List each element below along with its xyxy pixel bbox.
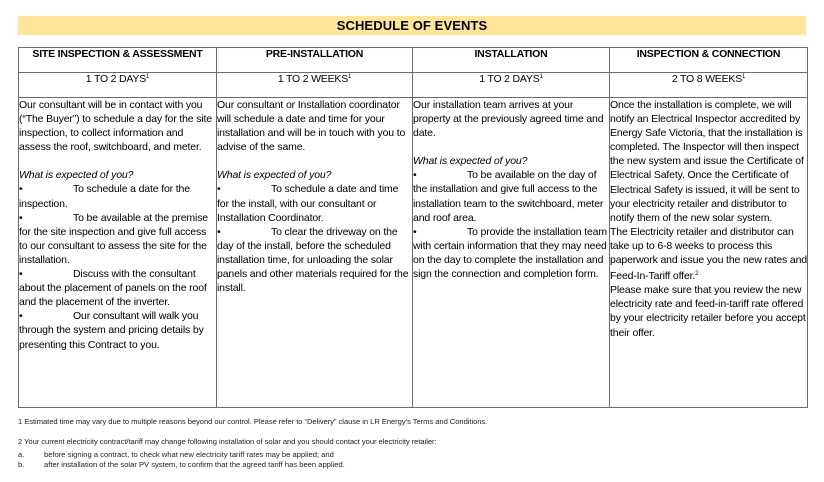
bullet-icon: • <box>217 183 221 196</box>
expected-heading: What is expected of you? <box>19 169 134 182</box>
bullet-icon: • <box>413 169 417 182</box>
bullet-text: Discuss with the consultant about the placement of panels on the roof and the placement of the inverter. <box>19 268 207 309</box>
list-text: after installation of the solar PV system, to confirm that the agreed tariff has been applied. <box>44 460 345 469</box>
bullet-item <box>19 267 216 309</box>
details-cell-pre-installation <box>217 98 413 408</box>
details-cell-installation <box>413 98 610 408</box>
bullet-icon: • <box>19 310 23 323</box>
bullet-text: Our consultant will walk you through the system and pricing details by presenting this Contract to you. <box>19 310 204 351</box>
footnote-ref: 1 <box>742 74 746 80</box>
details-cell-site-inspection <box>19 98 217 408</box>
footnote-ref: 1 <box>146 74 150 80</box>
duration-text: 1 TO 2 DAYS <box>85 73 147 85</box>
bullet-item <box>217 182 412 224</box>
footnote-ref: 2 <box>695 271 699 278</box>
duration-cell <box>217 73 413 98</box>
duration-text: 2 TO 8 WEEKS <box>671 73 743 85</box>
bullet-item <box>19 182 216 210</box>
footnote-ref: 1 <box>539 74 543 80</box>
duration-cell <box>19 73 217 98</box>
footnote-1: 1 Estimated time may vary due to multiple reasons beyond our control. Please refer to “Delivery” clause in LR Energy’s Terms and Conditions. <box>18 417 488 426</box>
paragraph-text <box>610 225 807 283</box>
header-row <box>19 48 808 73</box>
column-header-site-inspection: SITE INSPECTION & ASSESSMENT <box>19 48 217 73</box>
bullet-text: To schedule a date for the inspection. <box>19 183 190 210</box>
duration-row <box>19 73 808 98</box>
duration-cell <box>413 73 610 98</box>
bullet-text: To be available on the day of the installation and give full access to the installation team to the switchboard, meter and roof area. <box>413 169 604 224</box>
duration-cell <box>610 73 808 98</box>
list-text: before signing a contract, to check what new electricity tariff rates may be applied; and <box>44 450 334 459</box>
column-header-pre-installation: PRE-INSTALLATION <box>217 48 413 73</box>
bullet-icon: • <box>413 225 417 238</box>
schedule-title: SCHEDULE OF EVENTS <box>336 18 488 33</box>
schedule-title-banner <box>18 16 806 35</box>
bullet-item <box>413 168 609 224</box>
intro-text: Our consultant will be in contact with you (“The Buyer”) to schedule a day for the site inspection, to collect information and assess the roof, switchboard, and meter. <box>19 99 212 154</box>
bullet-icon: • <box>19 211 23 224</box>
duration-text: 1 TO 2 WEEKS <box>277 73 349 85</box>
bullet-text: To provide the installation team with certain information that they may need on the day to complete the installation and sign the connection and completion form. <box>413 225 607 281</box>
bullet-icon: • <box>217 225 221 238</box>
details-row <box>19 98 808 408</box>
bullet-icon: • <box>19 183 23 196</box>
column-header-inspection-connection: INSPECTION & CONNECTION <box>610 48 808 73</box>
bullet-text: To schedule a date and time for the install, with our consultant or Installation Coordinator. <box>217 183 399 224</box>
bullet-icon: • <box>19 268 23 281</box>
expected-heading: What is expected of you? <box>413 155 528 168</box>
column-header-installation: INSTALLATION <box>413 48 610 73</box>
intro-text: Our consultant or Installation coordinator will schedule a date and time for your installation and will be in touch with you to advise of the same. <box>217 99 406 154</box>
details-cell-inspection-connection <box>610 98 808 408</box>
paragraph-text: Please make sure that you review the new electricity rate and feed-in-tariff rate offered by your electricity retailer before you accept their offer. <box>610 284 806 339</box>
list-label: b. <box>18 460 25 469</box>
bullet-text: To clear the driveway on the day of the install, before the scheduled installation time, for unloading the solar panels and other materials required for the install. <box>217 225 409 295</box>
duration-text: 1 TO 2 DAYS <box>479 73 540 85</box>
footnote-2-item-a <box>18 450 334 459</box>
footnote-ref: 1 <box>348 74 352 80</box>
list-label: a. <box>18 450 25 459</box>
expected-heading: What is expected of you? <box>217 169 332 182</box>
bullet-item <box>413 225 609 281</box>
footnote-2: 2 Your current electricity contract/tariff may change following installation of solar and you should contact your electricity retailer: <box>18 437 437 446</box>
footnote-2-item-b <box>18 460 345 469</box>
bullet-item <box>19 309 216 351</box>
paragraph-body: The Electricity retailer and distributor can take up to 6-8 weeks to process this paperwork and issue you the new rates and Feed-In-Tariff offer. <box>610 225 807 283</box>
paragraph-text: Once the installation is complete, we will notify an Electrical Inspector accredited by Energy Safe Victoria, that the installation is completed. The Inspector will then inspect the new system and issue the Certificate of Electrical Safety. Once the Certificate of Electrical Safety is issued, it will be sent to your electricity retailer and distributor to notify them of the new solar system. <box>610 99 804 224</box>
intro-text: Our installation team arrives at your property at the previously agreed time and date. <box>413 99 604 140</box>
schedule-table <box>18 47 808 408</box>
bullet-item <box>19 211 216 267</box>
bullet-text: To be available at the premise for the site inspection and give full access to our consultant to assess the site for the installation. <box>19 211 208 266</box>
bullet-item <box>217 225 412 295</box>
